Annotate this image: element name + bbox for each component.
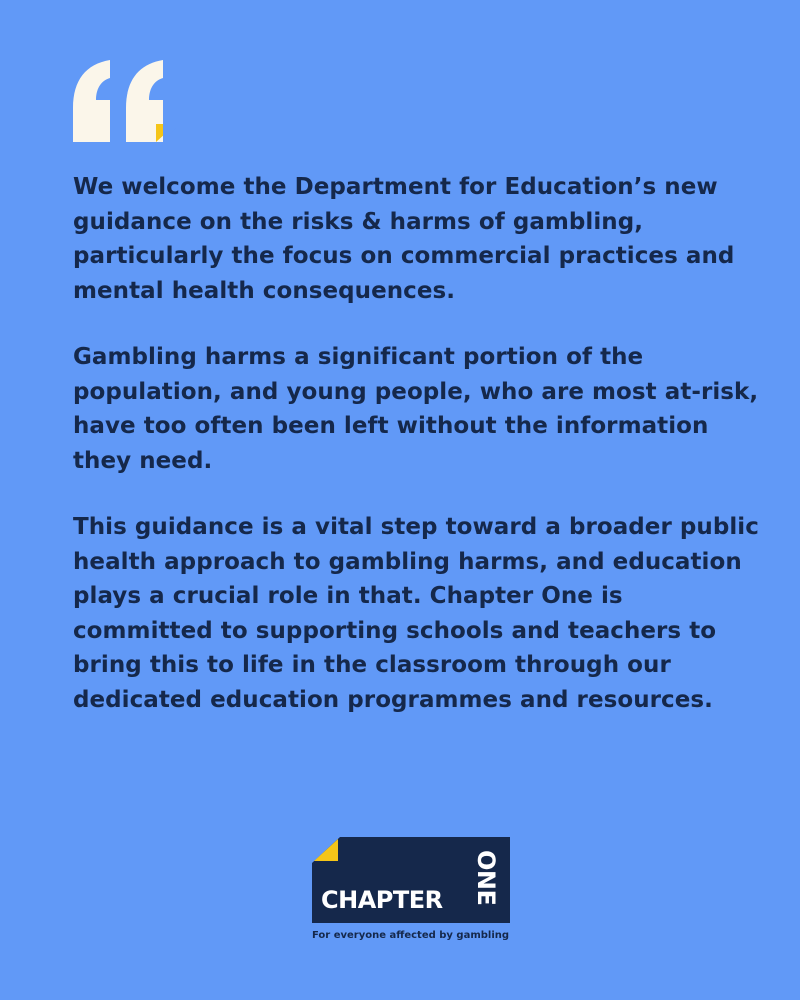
quote-paragraph-3: This guidance is a vital step toward a broader public health approach to gambling harms, and education plays a crucial role in that. Chapter One is committed to supporting schools and teachers to bring this to life in the classroom through our dedicated education programmes and resources. bbox=[73, 514, 759, 713]
quote-body bbox=[73, 170, 763, 749]
logo-word-one: ONE bbox=[472, 850, 500, 906]
quote-paragraph-2: Gambling harms a significant portion of the population, and young people, who are most at-risk, have too often been left without the information they need. bbox=[73, 344, 759, 474]
chapter-one-logo bbox=[312, 837, 512, 923]
quote-paragraph-1: We welcome the Department for Education’s new guidance on the risks & harms of gambling, particularly the focus on commercial practices and mental health consequences. bbox=[73, 174, 735, 304]
logo-tagline: For everyone affected by gambling bbox=[312, 930, 510, 941]
logo-word-chapter: CHAPTER bbox=[321, 886, 443, 914]
open-quote-icon bbox=[70, 58, 176, 144]
